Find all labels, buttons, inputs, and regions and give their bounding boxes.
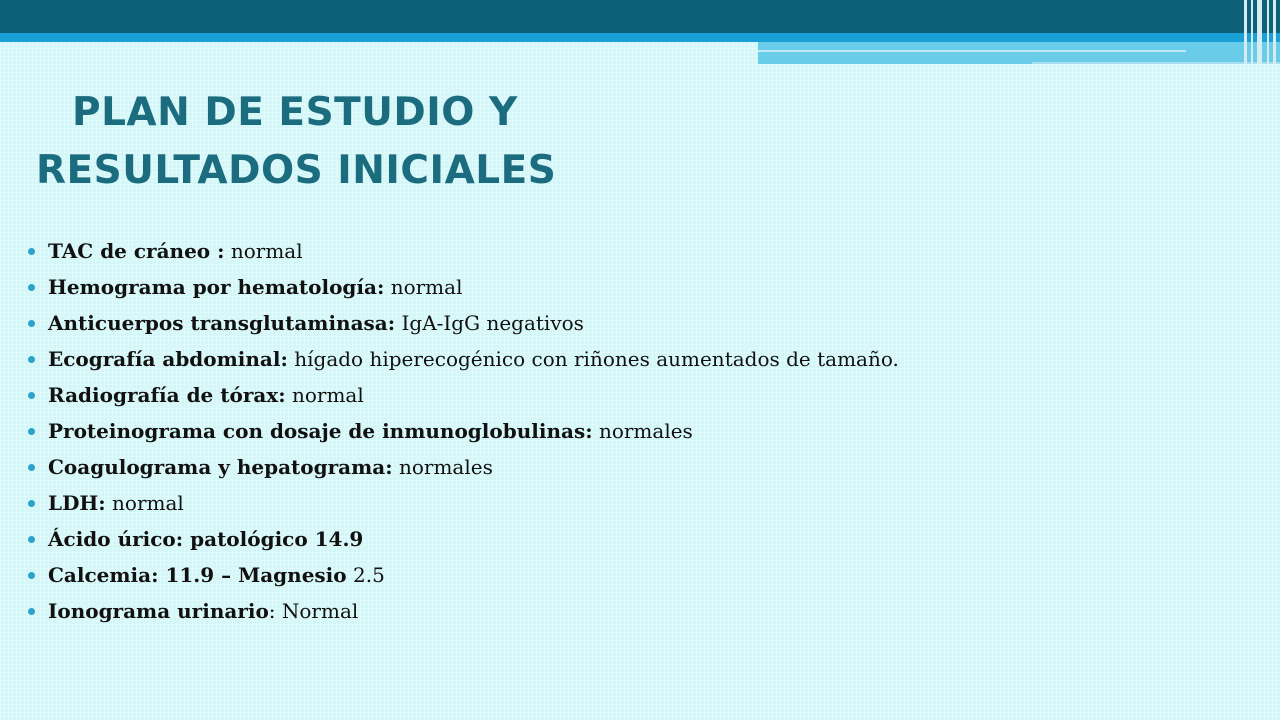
list-item bbox=[28, 593, 899, 629]
band-highlight-line bbox=[758, 50, 1186, 52]
item-label: Radiografía de tórax: bbox=[48, 383, 286, 407]
bullet-icon bbox=[28, 572, 35, 579]
bullet-icon bbox=[28, 356, 35, 363]
item-label: Hemograma por hematología: bbox=[48, 275, 385, 299]
header-bar bbox=[0, 0, 1280, 33]
bullet-icon bbox=[28, 320, 35, 327]
bullet-icon bbox=[28, 392, 35, 399]
bullet-icon bbox=[28, 464, 35, 471]
bullet-icon bbox=[28, 500, 35, 507]
item-value: normal bbox=[224, 239, 303, 263]
item-value: normales bbox=[392, 455, 493, 479]
item-value: normal bbox=[384, 275, 463, 299]
item-value: normal bbox=[285, 383, 364, 407]
slide-title bbox=[36, 84, 736, 200]
item-value: 2.5 bbox=[346, 563, 385, 587]
list-item bbox=[28, 233, 899, 269]
list-item bbox=[28, 413, 899, 449]
accent-strip bbox=[0, 33, 1280, 42]
bullet-icon bbox=[28, 284, 35, 291]
item-label: Ácido úrico: bbox=[48, 527, 184, 551]
list-item bbox=[28, 269, 899, 305]
corner-line bbox=[1244, 0, 1247, 64]
decorative-band bbox=[758, 42, 1280, 64]
item-label: Anticuerpos transglutaminasa: bbox=[48, 311, 396, 335]
item-label: Ecografía abdominal: bbox=[48, 347, 288, 371]
item-value: hígado hiperecogénico con riñones aumentados de tamaño. bbox=[287, 347, 899, 371]
bullet-icon bbox=[28, 248, 35, 255]
list-item bbox=[28, 521, 899, 557]
item-value: normales bbox=[592, 419, 693, 443]
list-item bbox=[28, 305, 899, 341]
item-label: Proteinograma con dosaje de inmunoglobulinas: bbox=[48, 419, 593, 443]
title-line-2: RESULTADOS INICIALES bbox=[36, 148, 557, 193]
bullet-icon bbox=[28, 428, 35, 435]
corner-line bbox=[1273, 0, 1276, 64]
item-value: IgA-IgG negativos bbox=[395, 311, 584, 335]
item-label: LDH: bbox=[48, 491, 106, 515]
corner-line bbox=[1257, 0, 1262, 64]
corner-line bbox=[1251, 0, 1253, 64]
list-item bbox=[28, 377, 899, 413]
item-value: : Normal bbox=[268, 599, 359, 623]
item-label: Calcemia: 11.9 – Magnesio bbox=[48, 563, 347, 587]
list-item bbox=[28, 341, 899, 377]
item-value: patológico 14.9 bbox=[183, 527, 364, 551]
title-line-1: PLAN DE ESTUDIO Y bbox=[72, 90, 518, 135]
corner-decoration bbox=[1240, 0, 1280, 64]
bullet-icon bbox=[28, 536, 35, 543]
bullet-icon bbox=[28, 608, 35, 615]
item-value: normal bbox=[105, 491, 184, 515]
item-label: Coagulograma y hepatograma: bbox=[48, 455, 393, 479]
corner-line bbox=[1267, 0, 1269, 64]
results-list bbox=[28, 233, 899, 629]
item-label: TAC de cráneo : bbox=[48, 239, 225, 263]
list-item bbox=[28, 449, 899, 485]
item-label: Ionograma urinario bbox=[48, 599, 269, 623]
list-item bbox=[28, 485, 899, 521]
list-item bbox=[28, 557, 899, 593]
